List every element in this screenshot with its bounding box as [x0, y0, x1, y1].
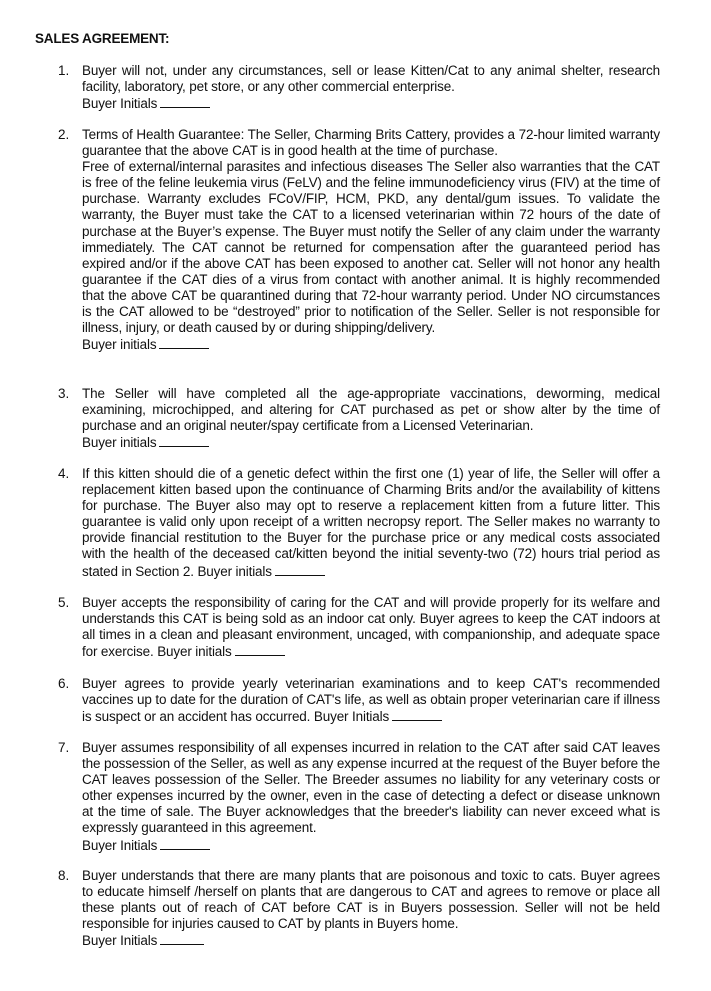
initials-label: Buyer initials	[197, 563, 272, 579]
clause-text: Terms of Health Guarantee: The Seller, Charming Brits Cattery, provides a 72-hour limited warranty guarantee that the above CAT is in good health at the time of purchase.	[82, 127, 660, 159]
clause-5	[58, 595, 660, 660]
document-title: SALES AGREEMENT:	[35, 31, 170, 46]
clause-text: Buyer understands that there are many plants that are poisonous and toxic to cats. Buyer agrees to educate himself /herself on plants that are dangerous to CAT and agrees to remove or place all these plants out of reach of CAT before CAT is in Buyers possession. Seller will not be held responsible for injuries caused to CAT by plants in Buyers home.	[82, 868, 660, 932]
clause-number: 8.	[58, 868, 70, 883]
clause-6	[58, 676, 660, 725]
clause-text: Buyer assumes responsibility of all expenses incurred in relation to the CAT after said CAT leaves the possession of the Seller, as well as any expense incurred at the request of the Buyer before the CAT leaves possession of the Seller. The Breeder assumes no liability for any veterinary costs or other expenses incurred by the owner, even in the case of detecting a defect or disease unknown at the time of sale. The Buyer acknowledges that the breeder's liability can never exceed what is expressly guaranteed in this agreement.	[82, 740, 660, 836]
clause-8	[58, 868, 660, 949]
initials-label: Buyer initials	[82, 337, 157, 353]
clause-1	[58, 63, 660, 112]
initials-label: Buyer initials	[82, 435, 157, 451]
initials-label: Buyer Initials	[82, 837, 158, 853]
initials-field[interactable]	[235, 643, 285, 656]
clause-text: Free of external/internal parasites and infectious diseases The Seller also warranties that the CAT is free of the feline leukemia virus (FeLV) and the feline immunodeficiency virus (FIV) at the time of purchase. Warranty excludes FCoV/FIP, HCM, PKD, any dental/gum issues. To validate the warranty, the Buyer must take the CAT to a licensed veterinarian within 72 hours of the date of purchase at the Buyer’s expense. The Buyer must notify the Seller of any claim under the warranty immediately. The CAT cannot be returned for compensation after the guaranteed period has expired and/or if the above CAT has been exposed to another cat. Seller will not honor any health guarantee if the CAT dies of a virus from contact with another animal. It is highly recommended that the above CAT be quarantined during that 72-hour warranty period. Under NO circumstances is the CAT allowed to be “destroyed” prior to notification of the Seller. Seller is not responsible for illness, injury, or death caused by or during shipping/delivery.	[82, 159, 660, 336]
clause-number: 1.	[58, 63, 70, 78]
clause-number: 6.	[58, 676, 70, 691]
clause-number: 5.	[58, 595, 70, 610]
clause-4	[58, 466, 660, 580]
initials-label: Buyer Initials	[82, 933, 158, 949]
clause-number: 7.	[58, 740, 70, 755]
clause-2	[58, 127, 660, 353]
clause-3	[58, 386, 660, 451]
initials-field[interactable]	[160, 95, 210, 108]
clause-number: 3.	[58, 386, 70, 401]
clause-text: Buyer agrees to provide yearly veterinarian examinations and to keep CAT's recommended vaccines up to date for the duration of CAT's life, as well as obtain proper veterinarian care if illness is suspect or an accident has occurred.	[82, 676, 660, 725]
clause-7	[58, 740, 660, 854]
clause-number: 4.	[58, 466, 70, 481]
initials-field[interactable]	[160, 932, 204, 945]
initials-field[interactable]	[392, 708, 442, 721]
clause-text: Buyer accepts the responsibility of caring for the CAT and will provide properly for its welfare and understands this CAT is being sold as an indoor cat only. Buyer agrees to keep the CAT indoors at all times in a clean and pleasant environment, uncaged, with companionship, and adequate space for exercise.	[82, 595, 660, 660]
initials-label: Buyer Initials	[82, 96, 158, 112]
initials-field[interactable]	[159, 336, 209, 349]
clause-text: Buyer will not, under any circumstances, sell or lease Kitten/Cat to any animal shelter, research facility, laboratory, pet store, or any other commercial enterprise.	[82, 63, 660, 95]
clause-text: The Seller will have completed all the age-appropriate vaccinations, deworming, medical examining, microchipped, and altering for CAT purchased as pet or show alter by the time of purchase and an original neuter/spay certificate from a Licensed Veterinarian.	[82, 386, 660, 434]
initials-field[interactable]	[160, 837, 210, 850]
clause-number: 2.	[58, 127, 70, 142]
initials-field[interactable]	[159, 434, 209, 447]
initials-label: Buyer Initials	[313, 709, 390, 725]
initials-label: Buyer initials	[157, 644, 232, 660]
initials-field[interactable]	[275, 563, 325, 576]
clause-text: If this kitten should die of a genetic defect within the first one (1) year of life, the Seller will offer a replacement kitten based upon the continuance of Charming Brits and/or the availability of kittens for purchase. The Buyer also may opt to reserve a replacement kitten from a future litter. This guarantee is valid only upon receipt of a written necropsy report. The Seller makes no warranty to provide financial restitution to the Buyer for the purchase price or any medical costs associated with the health of the deceased cat/kitten beyond the initial seventy-two (72) hours trial period as stated in Section 2.	[82, 466, 660, 579]
